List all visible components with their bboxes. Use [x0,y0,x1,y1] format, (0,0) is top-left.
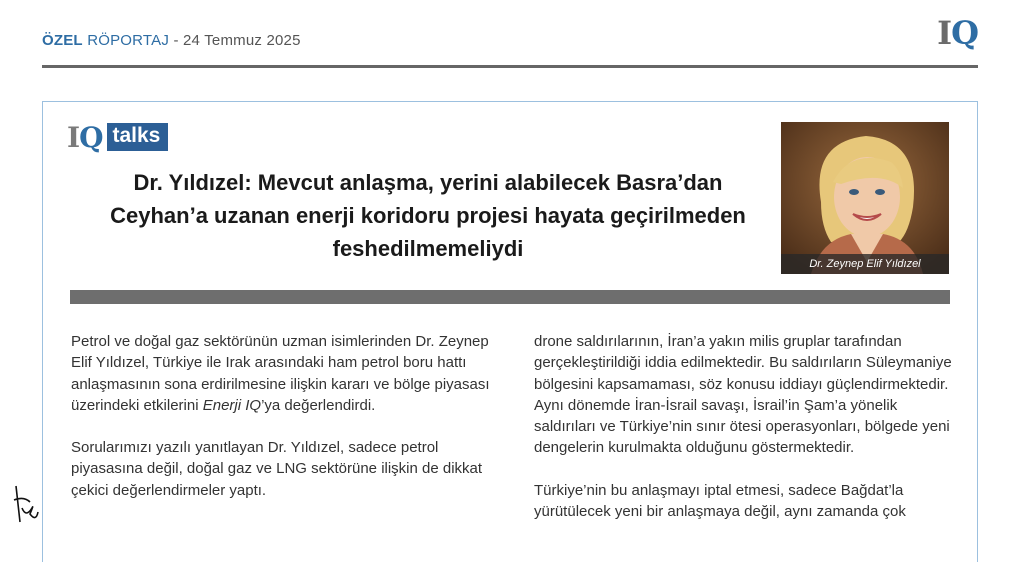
second-paragraph: Sorularımızı yazılı yanıtlayan Dr. Yıldızel, sadece petrol piyasasına değil, doğal gaz ve LNG sektörüne ilişkin de dikkat çekici değerlendirmeler yaptı. [71,439,483,499]
intro-text-end: ’ya değerlendirdi. [261,396,376,414]
logo-letter-i: I [937,14,952,52]
portrait-illustration [781,122,949,274]
talks-letter-i: I [67,120,80,154]
iq-brand-logo[interactable] [937,14,978,52]
kicker-roportaj: RÖPORTAJ [87,32,170,49]
signature-icon [10,478,40,528]
article-kicker [42,32,301,49]
intro-paragraph [71,331,491,416]
iq-talks-logo [67,120,168,154]
portrait-caption: Dr. Zeynep Elif Yıldızel [781,254,949,274]
publication-name: Enerji IQ [202,396,262,414]
kicker-separator: - [169,32,184,49]
header-divider [42,65,978,68]
interview-card [42,101,978,562]
kicker-ozel: ÖZEL [42,32,83,49]
article-date: 24 Temmuz 2025 [183,32,301,49]
intro-text: Petrol ve doğal gaz sektörünün uzman isimlerinden Dr. Zeynep Elif Yıldızel, Türkiye ile Irak arasındaki ham petrol boru hattı anlaşmasının sona erdirilmesine ilişkin kararı ve bölge piyasası üzerindeki etkilerini [71,333,490,414]
article-headline: Dr. Yıldızel: Mevcut anlaşma, yerini alabilecek Basra’dan Ceyhan’a uzanan enerji koridoru projesi hayata geçirilmeden feshedilmemeliydi [110,170,746,261]
right-paragraph-2: Türkiye’nin bu anlaşmayı iptal etmesi, sadece Bağdat’la yürütülecek yeni bir anlaşmaya değil, aynı zamanda çok [534,481,906,521]
talks-word: talks [107,123,169,151]
article-column-right [534,331,954,543]
article-column-left [71,331,491,522]
portrait-photo [781,122,949,274]
talks-letter-q: Q [79,120,103,154]
headline-divider-bar [70,290,950,304]
right-paragraph-1: drone saldırılarının, İran’a yakın milis gruplar tarafından gerçekleştirildiği iddia edilmektedir. Bu saldırıların Süleymaniye bölgesini kapsamaması, söz konusu iddiayı güçlendirmektedir. Aynı dönemde İran-İsrail savaşı, İsrail’in Şam’a yönelik saldırıları ve Türkiye’nin sınır ötesi operasyonları, bölgede yeni dengelerin kurulmakta olduğunu göstermektedir. [534,333,952,457]
talks-logo-iq [67,121,103,154]
page-header [42,14,978,54]
logo-letter-q: Q [951,14,978,52]
